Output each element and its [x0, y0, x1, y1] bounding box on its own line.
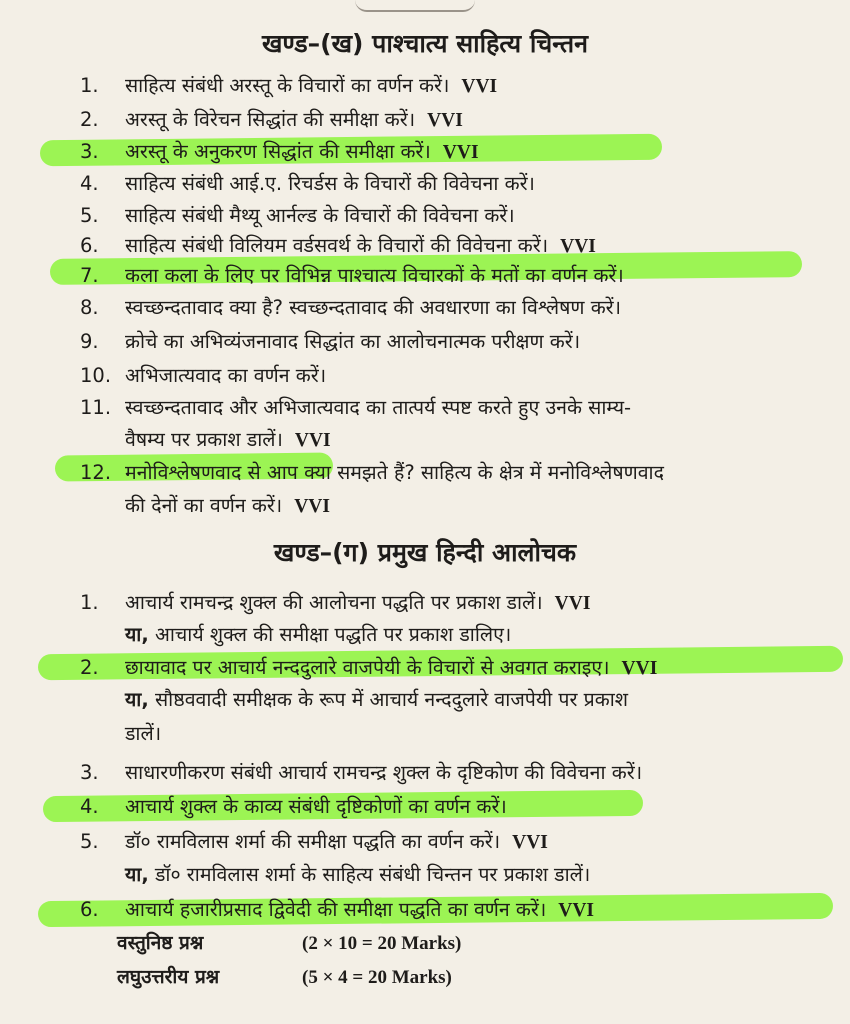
- marks-breakdown: (5 × 4 = 20 Marks): [302, 967, 452, 988]
- vvi-tag: VVI: [461, 76, 498, 97]
- item-number: 6.: [80, 898, 99, 921]
- vvi-tag: VVI: [554, 593, 591, 614]
- item-number: 4.: [80, 172, 99, 195]
- item-number: 11.: [80, 396, 112, 419]
- list-item: [80, 488, 840, 524]
- item-number: 8.: [80, 296, 99, 319]
- item-text: अरस्तू के अनुकरण सिद्धांत की समीक्षा करें।: [125, 140, 431, 163]
- item-text: डालें।: [125, 722, 162, 745]
- marks-breakdown: (2 × 10 = 20 Marks): [302, 933, 462, 954]
- item-text: साहित्य संबंधी विलियम वर्डसवर्थ के विचारों की विवेचना करें।: [125, 234, 549, 257]
- list-item: [80, 682, 840, 718]
- list-item: [80, 617, 840, 653]
- list-item: [80, 824, 840, 860]
- item-text: मनोविश्लेषणवाद से आप क्या समझते हैं? साहित्य के क्षेत्र में मनोविश्लेषणवाद: [125, 461, 664, 484]
- item-text: आचार्य शुक्ल की समीक्षा पद्धति पर प्रकाश डालिए।: [154, 623, 512, 646]
- item-text: अभिजात्यवाद का वर्णन करें।: [125, 364, 327, 387]
- section-b-title: खण्ड–(ख) पाश्चात्य साहित्य चिन्तन: [261, 29, 589, 58]
- item-text: साहित्य संबंधी आई.ए. रिचर्डस के विचारों की विवेचना करें।: [125, 172, 535, 195]
- item-number: 4.: [80, 795, 99, 818]
- vvi-tag: VVI: [558, 900, 595, 921]
- item-text: डॉ० रामविलास शर्मा की समीक्षा पद्धति का वर्णन करें।: [125, 830, 501, 853]
- item-text: डॉ० रामविलास शर्मा के साहित्य संबंधी चिन्तन पर प्रकाश डालें।: [154, 863, 591, 886]
- item-number: 2.: [80, 656, 99, 679]
- item-text: आचार्य शुक्ल के काव्य संबंधी दृष्टिकोणों का वर्णन करें।: [125, 795, 507, 818]
- item-number: 10.: [80, 364, 112, 387]
- list-item: [80, 290, 840, 326]
- alternative-marker: या,: [125, 623, 149, 646]
- list-item: [80, 789, 840, 825]
- list-item: [80, 857, 840, 893]
- list-item: [80, 102, 840, 138]
- item-text: अरस्तू के विरेचन सिद्धांत की समीक्षा करें।: [125, 108, 416, 131]
- item-text: स्वच्छन्दतावाद और अभिजात्यवाद का तात्पर्य स्पष्ट करते हुए उनके साम्य-: [125, 396, 632, 419]
- list-item: [80, 650, 840, 686]
- item-text: क्रोचे का अभिव्यंजनावाद सिद्धांत का आलोचनात्मक परीक्षण करें।: [125, 330, 581, 353]
- vvi-tag: VVI: [427, 110, 463, 131]
- list-item: [80, 390, 840, 426]
- short-answer-questions-line: [117, 960, 452, 995]
- list-item: [80, 892, 840, 928]
- item-text: कला कला के लिए पर विभिन्न पाश्चात्य विचारकों के मतों का वर्णन करें।: [125, 264, 624, 287]
- alternative-marker: या,: [125, 863, 149, 886]
- item-number: 1.: [80, 74, 99, 97]
- vvi-tag: VVI: [294, 430, 331, 451]
- list-item: [80, 258, 840, 294]
- item-text: साहित्य संबंधी मैथ्यू आर्नल्ड के विचारों की विवेचना करें।: [125, 204, 515, 227]
- item-text: सौष्ठववादी समीक्षक के रूप में आचार्य नन्ददुलारे वाजपेयी पर प्रकाश: [154, 688, 629, 711]
- vvi-tag: VVI: [512, 832, 548, 853]
- list-item: [80, 716, 840, 752]
- item-number: 5.: [80, 830, 99, 853]
- question-type-label: वस्तुनिष्ठ प्रश्न: [117, 932, 204, 954]
- list-item: [80, 585, 840, 621]
- item-number: 3.: [80, 140, 99, 163]
- section-c-title: खण्ड–(ग) प्रमुख हिन्दी आलोचक: [273, 538, 577, 567]
- item-text: आचार्य रामचन्द्र शुक्ल की आलोचना पद्धति पर प्रकाश डालें।: [125, 591, 543, 614]
- item-text: साधारणीकरण संबंधी आचार्य रामचन्द्र शुक्ल के दृष्टिकोण की विवेचना करें।: [125, 761, 643, 784]
- list-item: [80, 324, 840, 360]
- item-text: छायावाद पर आचार्य नन्ददुलारे वाजपेयी के विचारों से अवगत कराइए।: [125, 656, 610, 679]
- vvi-tag: VVI: [560, 236, 596, 257]
- list-item: [80, 166, 840, 202]
- alternative-marker: या,: [125, 688, 149, 711]
- list-item: [80, 422, 840, 458]
- vvi-tag: VVI: [621, 658, 658, 679]
- list-item: [80, 134, 840, 170]
- item-number: 12.: [80, 461, 112, 484]
- item-number: 9.: [80, 330, 99, 353]
- item-number: 3.: [80, 761, 99, 784]
- item-text: स्वच्छन्दतावाद क्या है? स्वच्छन्दतावाद की अवधारणा का विश्लेषण करें।: [125, 296, 622, 319]
- vvi-tag: VVI: [442, 142, 479, 163]
- item-number: 1.: [80, 591, 99, 614]
- list-item: [80, 68, 840, 104]
- item-text: की देनों का वर्णन करें।: [125, 494, 283, 517]
- question-type-label: लघुउत्तरीय प्रश्न: [117, 966, 220, 988]
- list-item: [80, 755, 840, 791]
- objective-questions-line: [117, 926, 461, 961]
- item-number: 6.: [80, 234, 99, 257]
- item-text: आचार्य हजारीप्रसाद द्विवेदी की समीक्षा पद्धति का वर्णन करें।: [125, 898, 547, 921]
- vvi-tag: VVI: [294, 496, 330, 517]
- list-item: [80, 455, 840, 491]
- item-text: वैषम्य पर प्रकाश डालें।: [125, 428, 283, 451]
- list-item: [80, 358, 840, 394]
- item-text: साहित्य संबंधी अरस्तू के विचारों का वर्णन करें।: [125, 74, 450, 97]
- item-number: 5.: [80, 204, 99, 227]
- item-number: 2.: [80, 108, 99, 131]
- item-number: 7.: [80, 264, 99, 287]
- page-edge-mark: [355, 0, 475, 12]
